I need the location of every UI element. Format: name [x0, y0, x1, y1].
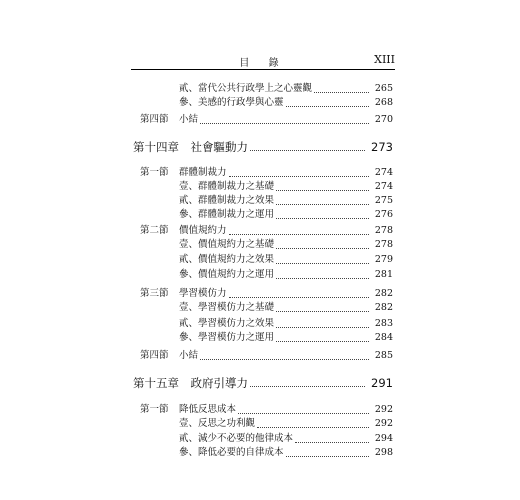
toc-entry-row [0, 268, 393, 282]
toc-page-number: 282 [374, 302, 393, 313]
toc-section-row [0, 287, 393, 301]
toc-page-number: 291 [371, 376, 393, 390]
toc-leader-dots [276, 278, 369, 279]
toc-page-number: 279 [374, 254, 393, 265]
toc-entry-title: 第十五章 政府引導力 [133, 376, 248, 390]
toc-entry-row [0, 432, 393, 446]
toc-entry-title: 參、美感的行政學與心靈 [179, 97, 284, 108]
toc-section-row [0, 224, 393, 238]
toc-entry-title: 價值規約力 [179, 225, 227, 236]
toc-section-number: 第二節 [140, 225, 169, 236]
toc-section-row [0, 349, 393, 363]
toc-leader-dots [276, 327, 369, 328]
toc-entry-title: 貳、價值規約力之效果 [179, 254, 275, 265]
toc-page-number: 281 [374, 269, 393, 280]
toc-page-number: 268 [374, 97, 393, 108]
toc-page-number: 273 [371, 140, 393, 154]
toc-entry-title: 第十四章 社會驅動力 [133, 140, 248, 154]
toc-entry-title: 貳、當代公共行政學上之心靈觀 [179, 83, 313, 94]
toc-page-number: 294 [374, 433, 393, 444]
toc-page-number: 276 [374, 209, 393, 220]
toc-entry-row [0, 238, 393, 252]
toc-page-number: 278 [374, 239, 393, 250]
toc-entry-title: 壹、反思之功利觀 [179, 418, 256, 429]
toc-entry-row [0, 446, 393, 460]
toc-chapter-row [0, 376, 393, 390]
toc-leader-dots [295, 442, 369, 443]
running-header [131, 52, 395, 68]
toc-entry-title: 小結 [179, 350, 199, 361]
toc-leader-dots [276, 341, 369, 342]
toc-chapter-row [0, 140, 393, 154]
toc-page-number: 278 [374, 225, 393, 236]
toc-leader-dots [276, 204, 369, 205]
toc-leader-dots [238, 413, 369, 414]
toc-entry-row [0, 180, 393, 194]
toc-leader-dots [229, 176, 369, 177]
header-title: 目 錄 [239, 58, 287, 69]
toc-leader-dots [250, 150, 365, 151]
toc-leader-dots [257, 427, 369, 428]
toc-leader-dots [276, 248, 369, 249]
toc-leader-dots [229, 234, 369, 235]
toc-entry-title: 壹、群體制裁力之基礎 [179, 181, 275, 192]
toc-entry-title: 參、價值規約力之運用 [179, 269, 275, 280]
toc-section-row [0, 403, 393, 417]
toc-section-row [0, 113, 393, 127]
toc-leader-dots [276, 263, 369, 264]
toc-section-number: 第一節 [140, 404, 169, 415]
toc-entry-title: 群體制裁力 [179, 167, 227, 178]
toc-page-number: 275 [374, 195, 393, 206]
toc-entry-row [0, 253, 393, 267]
toc-section-number: 第一節 [140, 167, 169, 178]
toc-entry-title: 參、降低必要的自律成本 [179, 447, 284, 458]
toc-page-number: 283 [374, 318, 393, 329]
toc-entry-row [0, 208, 393, 222]
toc-entry-title: 貳、減少不必要的他律成本 [179, 433, 294, 444]
toc-entry-row [0, 331, 393, 345]
toc-entry-title: 壹、學習模仿力之基礎 [179, 302, 275, 313]
toc-page-number: 292 [374, 418, 393, 429]
toc-entry-title: 參、群體制裁力之運用 [179, 209, 275, 220]
toc-entry-title: 降低反思成本 [179, 404, 237, 415]
toc-leader-dots [314, 92, 369, 93]
toc-entry-title: 貳、學習模仿力之效果 [179, 318, 275, 329]
toc-leader-dots [276, 190, 369, 191]
toc-leader-dots [250, 386, 365, 387]
toc-section-row [0, 166, 393, 180]
toc-leader-dots [276, 311, 369, 312]
toc-section-number: 第四節 [140, 114, 169, 125]
toc-page-number: 274 [374, 167, 393, 178]
toc-page-number: 270 [374, 114, 393, 125]
toc-page-number: 285 [374, 350, 393, 361]
toc-entry-row [0, 317, 393, 331]
toc-page-number: 292 [374, 404, 393, 415]
toc-entry-row [0, 417, 393, 431]
toc-page-number: 284 [374, 332, 393, 343]
toc-entry-title: 參、學習模仿力之運用 [179, 332, 275, 343]
toc-entry-title: 學習模仿力 [179, 288, 227, 299]
toc-page-number: 298 [374, 447, 393, 458]
toc-entry-title: 壹、價值規約力之基礎 [179, 239, 275, 250]
toc-section-number: 第四節 [140, 350, 169, 361]
toc-entry-row [0, 96, 393, 110]
toc-leader-dots [200, 123, 369, 124]
toc-page-number: 274 [374, 181, 393, 192]
toc-page-number: 265 [374, 83, 393, 94]
toc-leader-dots [200, 359, 369, 360]
toc-section-number: 第三節 [140, 288, 169, 299]
toc-entry-row [0, 301, 393, 315]
toc-page-number: 282 [374, 288, 393, 299]
toc-leader-dots [229, 297, 369, 298]
toc-entry-title: 貳、群體制裁力之效果 [179, 195, 275, 206]
toc-entry-row [0, 82, 393, 96]
toc-entry-title: 小結 [179, 114, 199, 125]
toc-leader-dots [276, 218, 369, 219]
header-page-numeral: XIII [374, 53, 395, 66]
toc-entry-row [0, 194, 393, 208]
header-rule [131, 69, 395, 70]
toc-leader-dots [286, 456, 369, 457]
toc-leader-dots [286, 106, 369, 107]
